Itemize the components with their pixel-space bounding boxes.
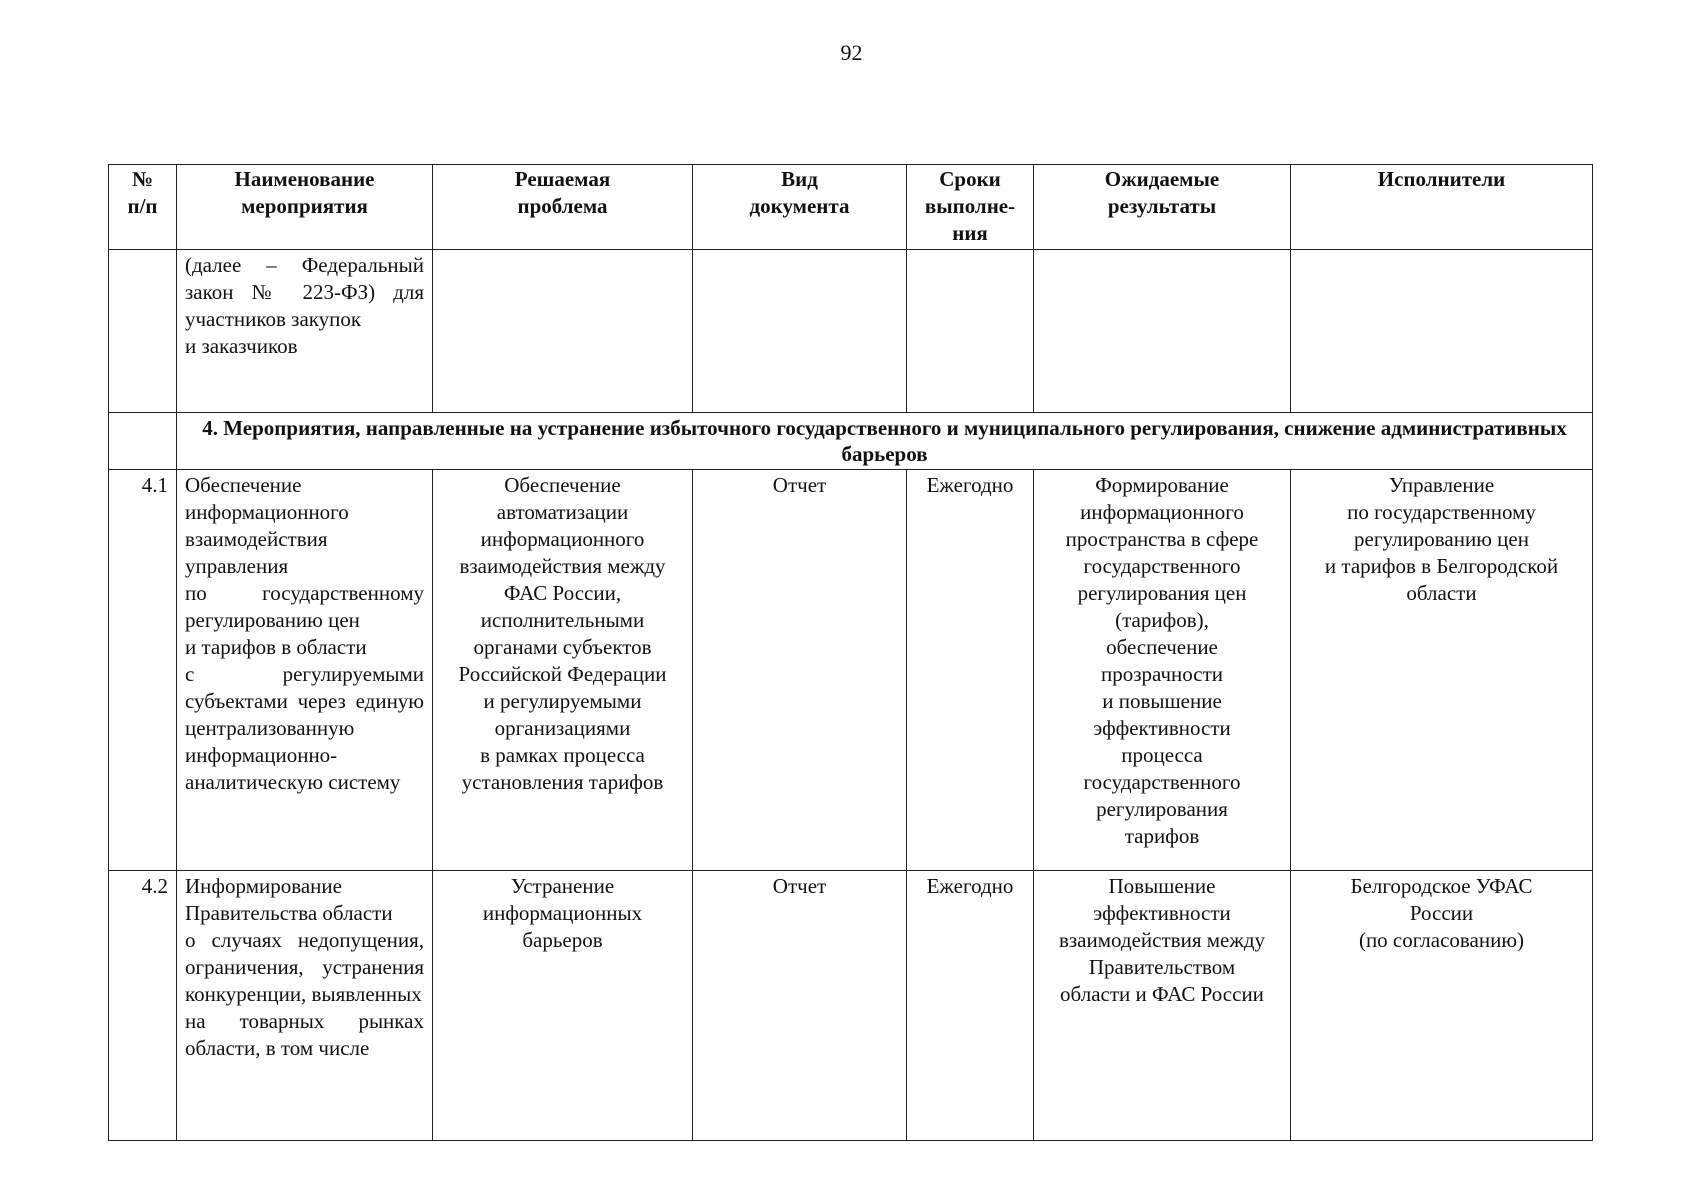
table-row	[109, 871, 1593, 1141]
cell-doc: Отчет	[693, 871, 907, 1141]
header-results: Ожидаемые результаты	[1034, 165, 1291, 250]
cell-problem: Обеспечение автоматизации информационного взаимодействия между ФАС России, исполнительными органами субъектов Российской Федерации и регулируемыми организациями в рамках процесса установления тарифов	[433, 470, 693, 871]
header-problem: Решаемая проблема	[433, 165, 693, 250]
cell-doc	[693, 250, 907, 413]
header-executors: Исполнители	[1291, 165, 1593, 250]
cell-num: 4.2	[109, 871, 177, 1141]
header-doc-type: Вид документа	[693, 165, 907, 250]
measures-table	[108, 164, 1593, 1141]
cell-executor: Управление по государственному регулированию цен и тарифов в Белгородской области	[1291, 470, 1593, 871]
section-row	[109, 413, 1593, 470]
cell-executor	[1291, 250, 1593, 413]
cell-result	[1034, 250, 1291, 413]
header-term: Сроки выполне- ния	[907, 165, 1034, 250]
cell-problem: Устранение информационных барьеров	[433, 871, 693, 1141]
cell-term: Ежегодно	[907, 470, 1034, 871]
cell-problem	[433, 250, 693, 413]
cell-result: Формирование информационного пространства в сфере государственного регулирования цен (тарифов), обеспечение прозрачности и повышение эффективности процесса государственного регулирования тарифов	[1034, 470, 1291, 871]
header-name: Наименование мероприятия	[177, 165, 433, 250]
cell-num	[109, 250, 177, 413]
table-row	[109, 250, 1593, 413]
cell-doc: Отчет	[693, 470, 907, 871]
table-row	[109, 470, 1593, 871]
cell-term: Ежегодно	[907, 871, 1034, 1141]
cell-name: Обеспечение информационного взаимодействия управления по государственному регулированию цен и тарифов в области с регулируемыми субъектами через единую централизованную информационно-аналитическую систему	[177, 470, 433, 871]
header-num: № п/п	[109, 165, 177, 250]
cell-term	[907, 250, 1034, 413]
header-row	[109, 165, 1593, 250]
cell-result: Повышение эффективности взаимодействия между Правительством области и ФАС России	[1034, 871, 1291, 1141]
cell-name: (далее – Федеральный закон № 223-ФЗ) для участников закупок и заказчиков	[177, 250, 433, 413]
section-title: 4. Мероприятия, направленные на устранение избыточного государственного и муниципального регулирования, снижение административных барьеров	[177, 413, 1593, 470]
cell-executor: Белгородское УФАС России (по согласованию)	[1291, 871, 1593, 1141]
cell-num: 4.1	[109, 470, 177, 871]
page-number: 92	[840, 40, 863, 65]
section-num-cell	[109, 413, 177, 470]
cell-name: Информирование Правительства области о случаях недопущения, ограничения, устранения конкуренции, выявленных на товарных рынках области, в том числе	[177, 871, 433, 1141]
